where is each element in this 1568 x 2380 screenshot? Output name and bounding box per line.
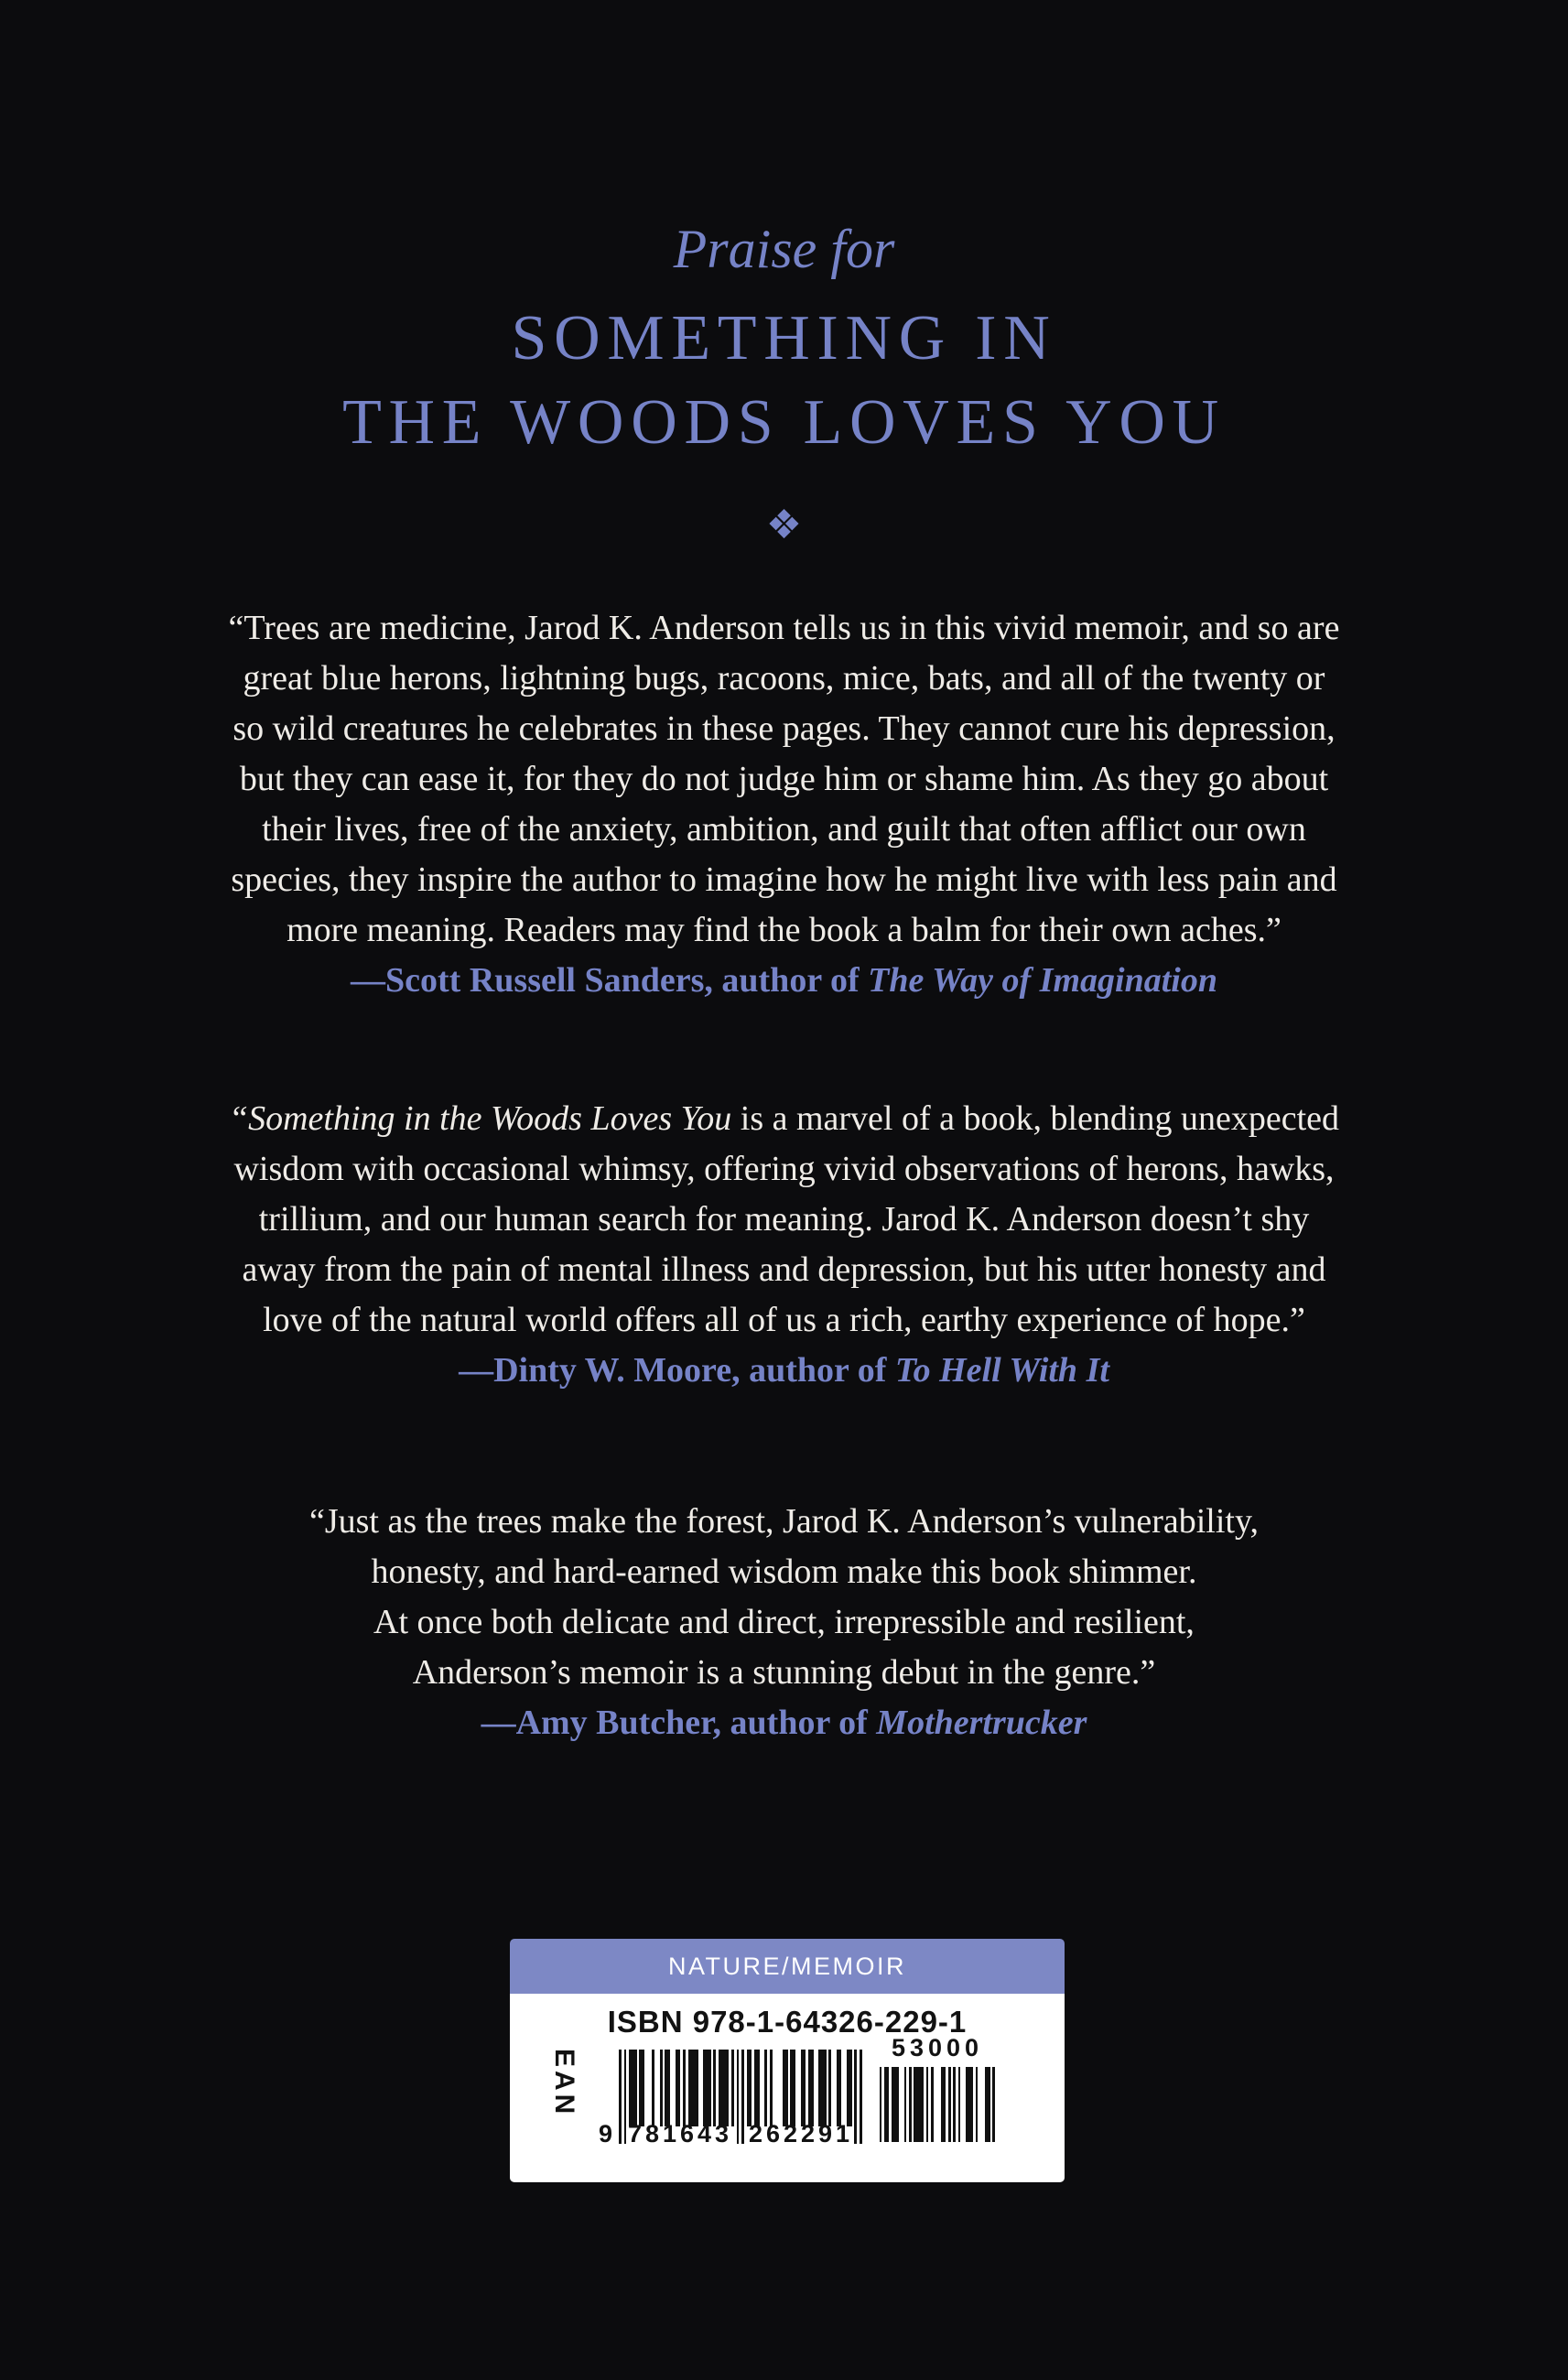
quote-block-1 [0, 603, 1568, 1006]
quote-line: species, they inspire the author to imagine how he might live with less pain and [231, 860, 1337, 899]
attribution-work-title: Mothertrucker [876, 1704, 1087, 1742]
attribution-name: —Dinty W. Moore, author of [459, 1351, 895, 1390]
category-label: NATURE/MEMOIR [668, 1952, 906, 1980]
quote-block-2 [0, 1094, 1568, 1396]
ean-label: EAN [549, 2049, 579, 2118]
attribution-work-title: To Hell With It [894, 1351, 1109, 1390]
book-title-line-1: SOMETHING IN [511, 303, 1057, 373]
barcode-bar [860, 2050, 862, 2144]
quote-line: great blue herons, lightning bugs, racoons, mice, bats, and all of the twenty or [243, 659, 1325, 698]
quote-block-3 [0, 1497, 1568, 1748]
attribution-1 [0, 956, 1568, 1006]
praise-for-label: Praise for [673, 219, 895, 279]
quote-line: but they can ease it, for they do not judge him or shame him. As they go about [239, 760, 1329, 798]
quote-line: so wild creatures he celebrates in these pages. They cannot cure his depression, [232, 709, 1336, 748]
isbn-label: ISBN 978-1-64326-229-1 [607, 2005, 968, 2039]
quote-line: love of the natural world offers all of us a rich, earthy experience of hope.” [263, 1301, 1305, 1339]
quote-line: wisdom with occasional whimsy, offering vivid observations of herons, hawks, [233, 1150, 1335, 1188]
barcode-digits-group1: 781643 [627, 2120, 733, 2147]
attribution-name: —Amy Butcher, author of [481, 1704, 877, 1742]
diamond-ornament-icon: ❖ [765, 502, 803, 548]
quote-line: “Just as the trees make the forest, Jarod K. Anderson’s vulnerability, [308, 1502, 1259, 1541]
attribution-work-title: The Way of Imagination [868, 961, 1217, 1000]
quote-line [0, 1094, 1568, 1144]
barcode-digits-group2: 262291 [748, 2120, 854, 2147]
barcode-label [510, 1939, 1065, 2182]
quote-line: more meaning. Readers may find the book a balm for their own aches.” [287, 911, 1281, 949]
barcode-digit-left: 9 [598, 2120, 612, 2147]
category-bar [510, 1939, 1065, 1994]
quote-line: trillium, and our human search for meaning. Jarod K. Anderson doesn’t shy [258, 1200, 1310, 1239]
quote-line-rest: is a marvel of a book, blending unexpected [731, 1099, 1340, 1138]
quote-line: “Trees are medicine, Jarod K. Anderson tells us in this vivid memoir, and so are [228, 609, 1340, 647]
book-title-line-2: THE WOODS LOVES YOU [342, 387, 1226, 458]
attribution-2 [0, 1346, 1568, 1396]
quote-line: At once both delicate and direct, irrepressible and resilient, [373, 1603, 1195, 1641]
quote-line: Anderson’s memoir is a stunning debut in the genre.” [412, 1653, 1156, 1692]
supplement-digits: 53000 [891, 2034, 984, 2061]
quote-line: their lives, free of the anxiety, ambition, and guilt that often afflict our own [262, 810, 1306, 849]
supplement-barcode [877, 2067, 995, 2142]
barcode-panel [510, 1994, 1065, 2182]
quoted-book-title: “Something in the Woods Loves You [228, 1099, 732, 1138]
attribution-name: —Scott Russell Sanders, author of [351, 961, 869, 1000]
quote-line: honesty, and hard-earned wisdom make this book shimmer. [371, 1552, 1197, 1591]
barcode-bar [992, 2067, 995, 2142]
quote-line: away from the pain of mental illness and depression, but his utter honesty and [242, 1250, 1326, 1289]
attribution-3 [0, 1698, 1568, 1748]
